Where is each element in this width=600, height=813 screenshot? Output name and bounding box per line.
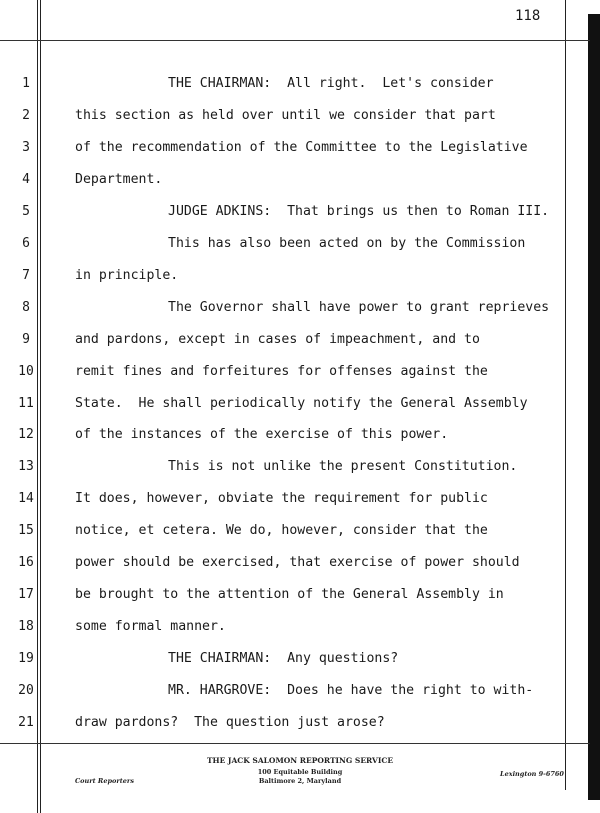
line-number: 3: [22, 139, 30, 155]
line-number: 7: [22, 267, 30, 283]
line-number: 4: [22, 171, 30, 187]
transcript-line: [0, 108, 570, 128]
transcript-line: [0, 364, 570, 384]
line-number: 17: [18, 587, 34, 603]
line-number: 5: [22, 203, 30, 219]
line-text: in principle.: [75, 267, 179, 283]
line-text: of the instances of the exercise of this power.: [75, 427, 449, 443]
line-text: of the recommendation of the Committee to the Legislative: [75, 139, 528, 155]
footer-address-1: 100 Equitable Building: [257, 768, 343, 776]
line-number: 16: [18, 555, 34, 571]
transcript-line: [0, 236, 570, 256]
transcript-line: [0, 715, 570, 735]
line-number: 20: [18, 683, 34, 699]
transcript-line: [0, 204, 570, 224]
transcript-line: [0, 523, 570, 543]
line-text: This has also been acted on by the Commission: [168, 235, 526, 251]
transcript-line: [0, 332, 570, 352]
footer-address-2: Baltimore 2, Maryland: [258, 777, 342, 785]
line-number: 9: [22, 331, 30, 347]
page-number: 118: [515, 8, 541, 24]
transcript-line: [0, 396, 570, 416]
transcript-line: [0, 459, 570, 479]
line-text: THE CHAIRMAN: Any questions?: [168, 651, 399, 667]
transcript-line: [0, 491, 570, 511]
line-text: State. He shall periodically notify the General Assembly: [75, 395, 528, 411]
line-text: notice, et cetera. We do, however, consider that the: [75, 523, 488, 539]
line-number: 18: [18, 619, 34, 635]
line-text: be brought to the attention of the General Assembly in: [75, 587, 504, 603]
line-number: 19: [18, 651, 34, 667]
line-text: power should be exercised, that exercise of power should: [75, 555, 520, 571]
footer-rule: [0, 743, 590, 744]
transcript-line: [0, 587, 570, 607]
transcript-line: [0, 651, 570, 671]
line-text: THE CHAIRMAN: All right. Let's consider: [168, 76, 494, 91]
line-number: 2: [22, 107, 30, 123]
line-number: 8: [22, 299, 30, 315]
line-number: 12: [18, 427, 34, 443]
line-text: Department.: [75, 171, 163, 187]
line-number: 13: [18, 459, 34, 475]
line-text: remit fines and forfeitures for offenses against the: [75, 363, 488, 379]
line-number: 15: [18, 523, 34, 539]
line-text: It does, however, obviate the requirement for public: [75, 491, 488, 507]
line-text: some formal manner.: [75, 619, 226, 635]
transcript-line: [0, 427, 570, 447]
line-text: MR. HARGROVE: Does he have the right to with-: [168, 683, 534, 699]
transcript-line: [0, 683, 570, 703]
header-rule: [0, 40, 590, 41]
line-number: 14: [18, 491, 34, 507]
line-number: 21: [18, 715, 34, 730]
line-text: and pardons, except in cases of impeachment, and to: [75, 331, 480, 347]
footer-company: THE JACK SALOMON REPORTING SERVICE: [206, 756, 394, 765]
transcript-line: [0, 172, 570, 192]
transcript-line: [0, 140, 570, 160]
line-text: This is not unlike the present Constitution.: [168, 459, 518, 475]
scan-edge-shadow: [588, 14, 600, 800]
line-number: 1: [22, 76, 30, 91]
transcript-line: [0, 619, 570, 639]
transcript-line: [0, 300, 570, 320]
transcript-line: [0, 268, 570, 288]
footer-court-reporters: Court Reporters: [75, 777, 134, 785]
line-text: this section as held over until we consider that part: [75, 107, 496, 123]
transcript-line: [0, 76, 570, 96]
line-number: 10: [18, 363, 34, 379]
footer-phone: Lexington 9-6760: [500, 770, 564, 778]
line-number: 6: [22, 235, 30, 251]
transcript-line: [0, 555, 570, 575]
line-text: JUDGE ADKINS: That brings us then to Roman III.: [168, 203, 550, 219]
line-text: draw pardons? The question just arose?: [75, 715, 385, 730]
line-number: 11: [18, 395, 34, 411]
line-text: The Governor shall have power to grant reprieves: [168, 299, 550, 315]
